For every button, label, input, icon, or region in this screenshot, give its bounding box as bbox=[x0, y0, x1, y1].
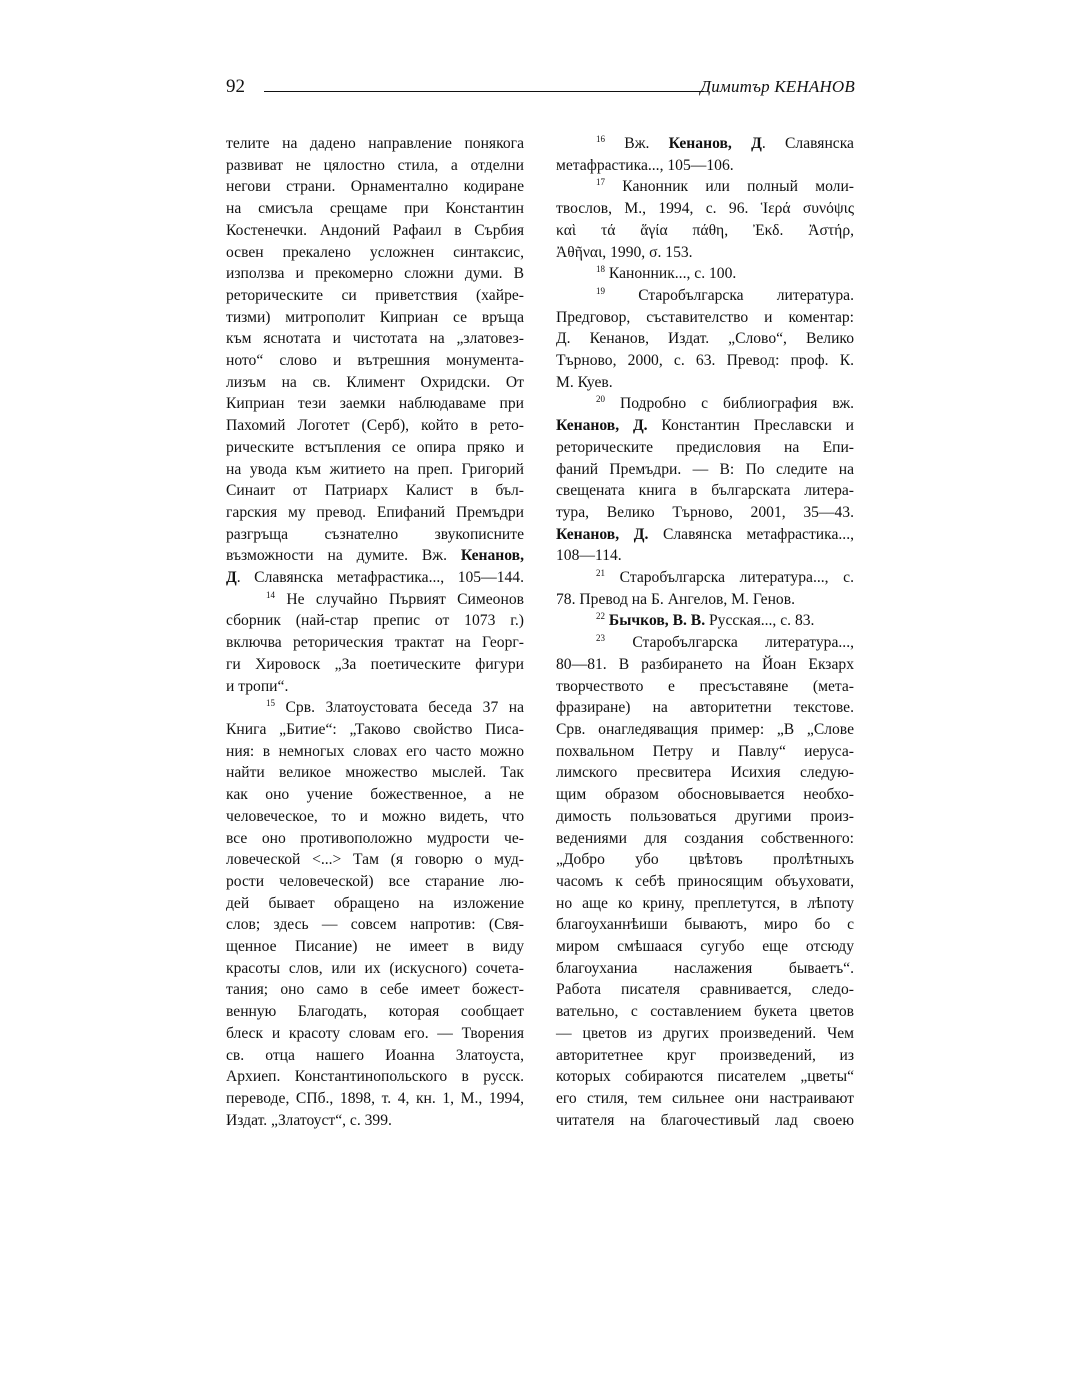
text-line bbox=[226, 741, 524, 763]
text-run: ведениями для создания собственного: bbox=[556, 829, 854, 847]
text-line bbox=[226, 849, 524, 871]
text-run: Синаит от Патриарх Калист в бъл- bbox=[226, 482, 524, 500]
footnote-number: 15 bbox=[266, 698, 275, 709]
text-run: тура, Велико Търново, 2001, 35—43. bbox=[556, 503, 854, 521]
text-run: към яснотата и чистотата на „златовез- bbox=[226, 330, 524, 348]
page-number: 92 bbox=[226, 76, 245, 97]
text-run: Архиеп. Константинопольского в русск. bbox=[226, 1068, 524, 1086]
text-line bbox=[226, 719, 524, 741]
text-line bbox=[556, 784, 854, 806]
text-run: Константин Преславски и bbox=[647, 417, 854, 435]
right-column bbox=[556, 133, 854, 1131]
text-run: . Славянска bbox=[761, 135, 854, 152]
footnote-number: 17 bbox=[596, 177, 605, 188]
text-line bbox=[556, 545, 854, 567]
author-name: Кенанов, Д bbox=[668, 135, 762, 152]
text-line bbox=[226, 893, 524, 915]
text-line bbox=[556, 676, 854, 698]
text-line bbox=[556, 893, 854, 915]
text-run: Вж. bbox=[624, 135, 669, 152]
text-line bbox=[556, 1023, 854, 1045]
text-line bbox=[556, 459, 854, 481]
running-head: Димитър КЕНАНОВ bbox=[700, 77, 855, 96]
text-line bbox=[226, 198, 524, 220]
text-line bbox=[556, 762, 854, 784]
text-line bbox=[556, 1088, 854, 1110]
text-run: но аще ко крину, преплетутся, в лѣпоту bbox=[556, 894, 854, 912]
text-line bbox=[556, 415, 854, 437]
text-run: 78. Превод на Б. Ангелов, М. Генов. bbox=[556, 590, 795, 608]
footnote-number: 23 bbox=[596, 633, 605, 644]
text-run: лизъм на св. Климент Охридски. От bbox=[226, 373, 524, 391]
text-run: фразиране) на авторитетни текстове. bbox=[556, 699, 854, 717]
text-line bbox=[226, 480, 524, 502]
text-run: человеческое, то и можно видеть, что bbox=[226, 807, 524, 825]
text-run: лимского пресвитера Исихия следую- bbox=[556, 764, 854, 782]
text-run: Русская..., с. 83. bbox=[705, 612, 815, 630]
text-line bbox=[226, 676, 524, 698]
text-line bbox=[226, 958, 524, 980]
text-line bbox=[556, 307, 854, 329]
text-line bbox=[226, 936, 524, 958]
text-line bbox=[226, 806, 524, 828]
text-run: красоты слов, или их (искусного) сочета- bbox=[226, 959, 524, 977]
text-line bbox=[556, 806, 854, 828]
text-run: тания; оно само в себе имеет божест- bbox=[226, 981, 524, 999]
text-line bbox=[226, 285, 524, 307]
text-line bbox=[226, 415, 524, 437]
text-line bbox=[226, 589, 524, 611]
text-run: „Добро убо цвѣтовъ пролѣтныхъ bbox=[556, 851, 854, 869]
footnote-number: 16 bbox=[596, 134, 605, 144]
text-run: которых собираются писателем „цветы“ bbox=[556, 1068, 854, 1086]
text-run: гарския му превод. Епифаний Премъдри bbox=[226, 503, 524, 521]
text-line bbox=[226, 307, 524, 329]
text-run: телите на дадено направление понякога bbox=[226, 135, 524, 152]
text-line bbox=[556, 350, 854, 372]
text-line bbox=[556, 719, 854, 741]
footnote-number: 18 bbox=[596, 264, 605, 275]
text-run: Киприан тези заемки наблюдаваме при bbox=[226, 395, 524, 413]
text-line bbox=[556, 263, 854, 285]
text-run: рости человеческой) все старание лю- bbox=[226, 872, 524, 890]
text-run: твослов, М., 1994, с. 96. Ἱερά συνόψις bbox=[556, 200, 854, 218]
text-run: развиват не цялостно стила, а отделни bbox=[226, 156, 524, 174]
text-line bbox=[556, 372, 854, 394]
text-line bbox=[226, 263, 524, 285]
left-column bbox=[226, 133, 524, 1131]
text-line bbox=[226, 393, 524, 415]
author-name: Кенанов, Д. bbox=[556, 525, 649, 543]
text-run: читателя на благочестивый лад своею bbox=[556, 1111, 854, 1129]
author-name: Бычков, В. В. bbox=[608, 612, 706, 630]
text-run: похвальном Петру и Павлу“ иеруса- bbox=[556, 742, 854, 760]
text-run: ния: в немногых словах его часто можно bbox=[226, 742, 524, 760]
text-line bbox=[226, 567, 524, 589]
text-run: свещената книга в българската литера- bbox=[556, 482, 854, 500]
footnote-number: 19 bbox=[596, 285, 605, 296]
text-run: его стиля, тем сильнее они настраивают bbox=[556, 1089, 854, 1107]
text-run: Книга „Битие“: „Таково свойство Писа- bbox=[226, 720, 524, 738]
text-run: переводе, СПб., 1898, т. 4, кн. 1, М., 1994, bbox=[226, 1089, 524, 1107]
footnote-number: 21 bbox=[596, 568, 605, 579]
text-line bbox=[226, 1001, 524, 1023]
text-run: слов; здесь — совсем напротив: (Свя- bbox=[226, 916, 524, 934]
text-run: Славянска метафрастика..., bbox=[648, 525, 854, 543]
text-run: тизми) митрополит Киприан се връща bbox=[226, 308, 524, 326]
text-run: разгръща съзнателно звукописните bbox=[226, 525, 524, 543]
text-run: реторическите предисловия на Епи- bbox=[556, 438, 854, 456]
text-run: възможности на думите. Вж. bbox=[226, 547, 461, 565]
text-run: метафрастика..., 105—106. bbox=[556, 156, 734, 174]
text-run: Канонник или полный моли- bbox=[622, 178, 854, 196]
text-run: . Славянска метафрастика..., 105—144. bbox=[236, 569, 524, 587]
text-run: ното“ слово и вътрешния монумента- bbox=[226, 352, 524, 370]
text-run: негови страни. Орнаментално кодиране bbox=[226, 178, 524, 196]
text-run: М. Куев. bbox=[556, 373, 613, 391]
text-line bbox=[556, 133, 854, 155]
text-line bbox=[226, 1066, 524, 1088]
text-line bbox=[556, 1110, 854, 1132]
text-run: благоуханиа наслажения бываетъ“. bbox=[556, 959, 854, 977]
text-line bbox=[556, 198, 854, 220]
text-line bbox=[226, 1088, 524, 1110]
text-line bbox=[226, 1110, 524, 1132]
text-run: щенное Писание) не имеет в виду bbox=[226, 938, 524, 956]
text-run: рическите встъпления се опира пряко и bbox=[226, 438, 524, 456]
text-line bbox=[226, 697, 524, 719]
text-run: фаний Премъдри. — В: По следите на bbox=[556, 460, 854, 478]
text-line bbox=[556, 936, 854, 958]
text-run: сборник (най-стар препис от 1073 г.) bbox=[226, 612, 524, 630]
header-rule bbox=[264, 91, 704, 92]
author-name: Кенанов, Д. bbox=[556, 417, 648, 435]
text-line bbox=[226, 133, 524, 155]
text-line bbox=[556, 437, 854, 459]
text-run: καὶ τά ἅγία πάθη, Ἐκδ. Ἀστήρ, bbox=[556, 221, 854, 239]
text-line bbox=[226, 459, 524, 481]
text-run: Работа писателя сравнивается, следо- bbox=[556, 981, 854, 999]
footnote-number: 20 bbox=[596, 394, 605, 405]
text-run: Срв. онагледяващия пример: „В „Слове bbox=[556, 720, 854, 738]
text-line bbox=[226, 1023, 524, 1045]
text-line bbox=[226, 545, 524, 567]
text-line bbox=[226, 828, 524, 850]
text-run: часомъ к себѣ приносящим объуховати, bbox=[556, 872, 854, 890]
footnote-number: 22 bbox=[596, 611, 605, 622]
text-run: Не случайно Първият Симеонов bbox=[286, 590, 524, 608]
text-run: Старобългарска литература..., bbox=[632, 634, 854, 652]
text-run: миром смѣшаася сугубо еще отсюду bbox=[556, 938, 854, 956]
text-run: димость пользоваться другими произ- bbox=[556, 807, 854, 825]
text-line bbox=[556, 220, 854, 242]
footnote-number: 14 bbox=[266, 589, 275, 600]
text-run: Костенечки. Андоний Рафаил в Сърбия bbox=[226, 221, 524, 239]
text-line bbox=[556, 697, 854, 719]
text-line bbox=[556, 632, 854, 654]
text-line bbox=[226, 502, 524, 524]
text-line bbox=[556, 242, 854, 264]
text-run: дей бывает обращено на изложение bbox=[226, 894, 524, 912]
text-run: на увода към житието на преп. Григорий bbox=[226, 460, 524, 478]
text-run: Срв. Златоустовата беседа 37 на bbox=[285, 699, 525, 717]
text-run: Подробно с библиография вж. bbox=[619, 395, 854, 413]
author-name: Кенанов, bbox=[460, 547, 524, 565]
text-run: св. отца нашего Иоанна Златоуста, bbox=[226, 1046, 524, 1064]
text-line bbox=[556, 176, 854, 198]
text-run: Д. Кенанов, Издат. „Слово“, Велико bbox=[556, 330, 854, 348]
text-run: творчеството е пресъставяне (мета- bbox=[556, 677, 854, 695]
text-run: благоуханнѣиши бываютъ, миро бо с bbox=[556, 916, 854, 934]
text-run: включва реторическия трактат на Георг- bbox=[226, 634, 524, 652]
text-line bbox=[556, 1001, 854, 1023]
text-line bbox=[226, 784, 524, 806]
text-line bbox=[226, 372, 524, 394]
text-line bbox=[226, 1045, 524, 1067]
text-line bbox=[226, 437, 524, 459]
text-line bbox=[556, 285, 854, 307]
text-line bbox=[556, 1045, 854, 1067]
text-line bbox=[556, 979, 854, 1001]
text-run: на смисъла срещаме при Константин bbox=[226, 200, 524, 218]
text-run: Ἀθῆναι, 1990, σ. 153. bbox=[556, 243, 693, 261]
text-line bbox=[556, 393, 854, 415]
text-line bbox=[226, 979, 524, 1001]
text-line bbox=[226, 524, 524, 546]
text-run: — цветов из других произведений. Чем bbox=[556, 1024, 854, 1042]
text-run: венную Благодать, которая сообщает bbox=[226, 1003, 524, 1021]
text-line bbox=[226, 328, 524, 350]
text-line bbox=[226, 914, 524, 936]
text-line bbox=[226, 762, 524, 784]
text-line bbox=[226, 871, 524, 893]
text-line bbox=[226, 242, 524, 264]
text-line bbox=[556, 871, 854, 893]
text-line bbox=[556, 589, 854, 611]
text-line bbox=[556, 654, 854, 676]
text-run: Старобългарска литература..., с. bbox=[619, 569, 854, 587]
page-header bbox=[226, 74, 855, 104]
text-line bbox=[556, 502, 854, 524]
text-run: освен прекалено усложнен синтаксис, bbox=[226, 243, 524, 261]
text-run: 80—81. В разбирането на Йоан Екзарх bbox=[556, 655, 854, 673]
text-run: Канонник..., с. 100. bbox=[608, 265, 737, 283]
text-run: Старобългарска литература. bbox=[638, 286, 854, 304]
text-run: как оно учение божественное, а не bbox=[226, 786, 524, 804]
text-run: Издат. „Златоуст“, с. 399. bbox=[226, 1111, 392, 1129]
text-line bbox=[556, 480, 854, 502]
text-line bbox=[556, 828, 854, 850]
text-line bbox=[556, 328, 854, 350]
text-line bbox=[226, 220, 524, 242]
text-line bbox=[556, 524, 854, 546]
text-line bbox=[556, 155, 854, 177]
text-line bbox=[556, 958, 854, 980]
text-run: ловеческой <...> Там (я говорю о муд- bbox=[226, 851, 524, 869]
text-run: използва и прекомерно сложни думи. В bbox=[226, 265, 524, 283]
text-line bbox=[556, 567, 854, 589]
text-run: и тропи“. bbox=[226, 677, 289, 695]
text-run: авторитетнее круг произведений, из bbox=[556, 1046, 854, 1064]
text-run: Търново, 2000, с. 63. Превод: проф. К. bbox=[556, 352, 854, 370]
text-run: Предговор, съставителство и коментар: bbox=[556, 308, 854, 326]
text-line bbox=[556, 849, 854, 871]
text-run: блеск и красоту словам его. — Творения bbox=[226, 1024, 524, 1042]
text-run: Пахомий Логотет (Серб), който в рето- bbox=[226, 417, 524, 435]
text-line bbox=[556, 610, 854, 632]
text-line bbox=[226, 632, 524, 654]
text-run: 108—114. bbox=[556, 547, 622, 565]
text-line bbox=[226, 610, 524, 632]
text-run: реторическите си приветствия (хайре- bbox=[226, 286, 524, 304]
text-line bbox=[556, 741, 854, 763]
text-run: ги Хировоск „За поетическите фигури bbox=[226, 655, 524, 673]
author-name: Д bbox=[226, 569, 237, 587]
text-line bbox=[226, 155, 524, 177]
text-run: щим образом обосновывается необхо- bbox=[556, 786, 854, 804]
text-line bbox=[556, 1066, 854, 1088]
text-line bbox=[226, 654, 524, 676]
text-line bbox=[226, 350, 524, 372]
text-run: найти великое множество мыслей. Так bbox=[226, 764, 524, 782]
text-line bbox=[556, 914, 854, 936]
text-line bbox=[226, 176, 524, 198]
text-run: все оно противоположно мудрости че- bbox=[226, 829, 524, 847]
text-run: вательно, с составлением букета цветов bbox=[556, 1003, 854, 1021]
